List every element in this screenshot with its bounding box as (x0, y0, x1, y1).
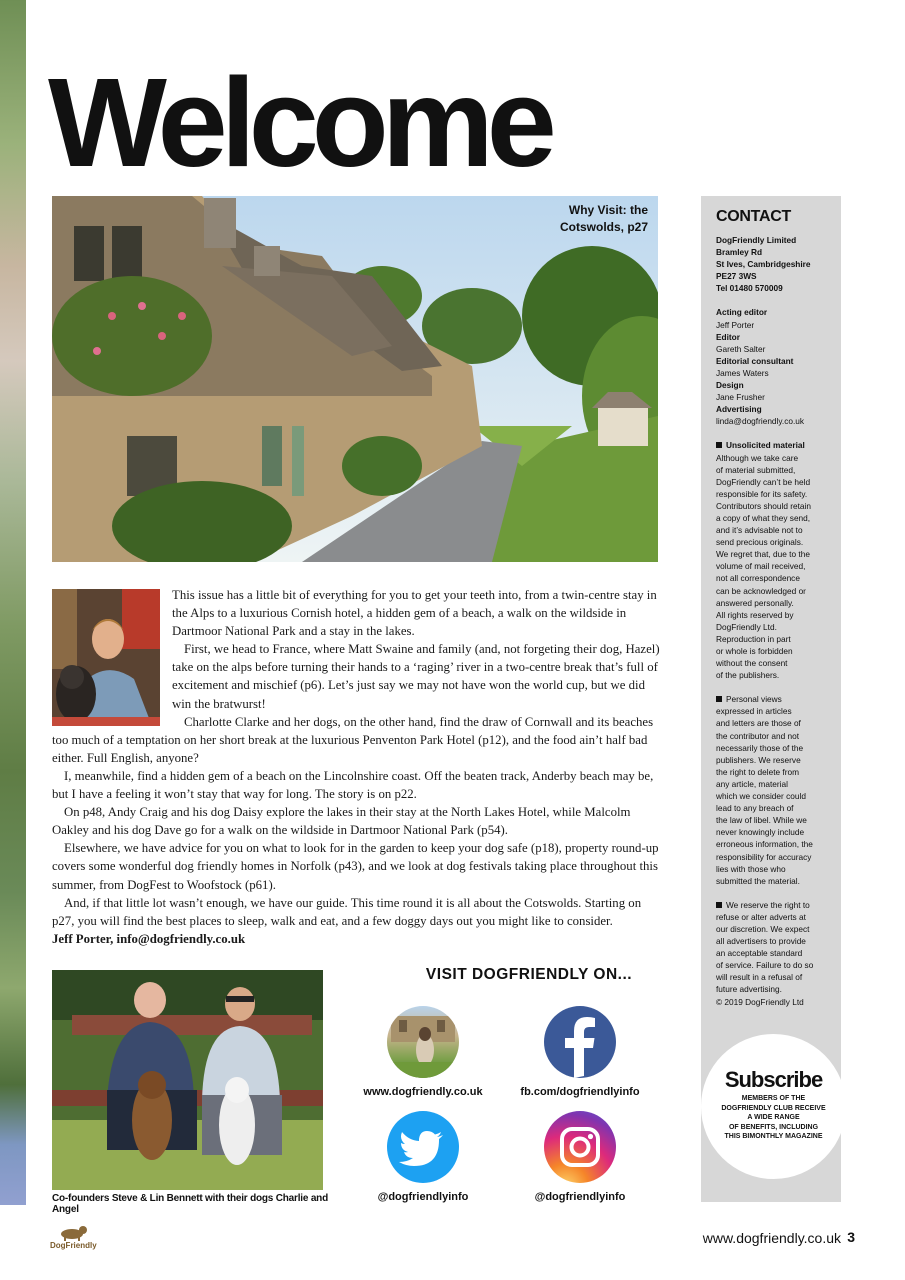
adverts-lines (716, 899, 827, 1008)
notice-line: not all correspondence (716, 573, 800, 584)
staff-role: Acting editor (716, 307, 768, 318)
notice-line: We regret that, due to the (716, 549, 810, 560)
bullet-square-icon (716, 902, 722, 908)
notice-line: a copy of what they send, (716, 512, 811, 523)
unsolicited-lines (716, 452, 827, 682)
dog-photo-icon (387, 1006, 459, 1078)
unsolicited-title: Unsolicited material (726, 440, 805, 451)
hero-caption (560, 202, 648, 236)
staff-role: Design (716, 380, 744, 391)
subscribe-line: THIS BIMONTHLY MAGAZINE (724, 1133, 823, 1140)
founders-photo-caption: Co-founders Steve & Lin Bennett with their dogs Charlie and Angel (52, 1193, 328, 1215)
instagram-link[interactable] (500, 1111, 660, 1203)
notice-line: all advertisers to provide (716, 936, 806, 947)
article-signoff: Jeff Porter, info@dogfriendly.co.uk (52, 931, 246, 946)
staff-role: Editorial consultant (716, 355, 794, 366)
facebook-link-label: fb.com/dogfriendlyinfo (520, 1086, 640, 1098)
address-line: Bramley Rd (716, 247, 763, 258)
notice-line: will result in a refusal of (716, 972, 803, 983)
article-paragraph: Elsewhere, we have advice for you on what to look for in the garden to keep your dog safe (p18), property round-up covers some wonderful dog friendly homes in Norfolk (p43), and we look at dog festivals taking place throughout this summer, from DogFest to Woofstock (p61). (52, 841, 659, 892)
subscribe-line: MEMBERS OF THE (741, 1095, 806, 1102)
notice-line: Reproduction in part (716, 633, 791, 644)
address-line: St Ives, Cambridgeshire (716, 259, 811, 270)
address-line: DogFriendly Limited (716, 235, 797, 245)
footer-url[interactable]: www.dogfriendly.co.uk (702, 1230, 841, 1246)
personal-views-notice (716, 693, 827, 887)
adverts-notice (716, 899, 827, 1008)
notice-line: DogFriendly Ltd. (716, 621, 777, 632)
notice-line: © 2019 DogFriendly Ltd (716, 996, 804, 1007)
staff-name: Gareth Salter (716, 343, 766, 354)
notice-line: answered personally. (716, 597, 794, 608)
notice-line: send precious originals. (716, 537, 804, 548)
dog-logo-icon (50, 1224, 110, 1242)
notice-line: the right to delete from (716, 766, 800, 777)
notice-line: or whole is forbidden (716, 646, 793, 656)
notice-line: necessarily those of the (716, 742, 804, 753)
advertising-email[interactable]: linda@dogfriendly.co.uk (716, 416, 805, 427)
views-lines (716, 693, 827, 887)
bullet-square-icon (716, 442, 722, 448)
notice-line: without the consent (716, 658, 788, 669)
hero-photo-cotswolds (52, 196, 658, 562)
staff-role: Advertising (716, 404, 762, 415)
notice-line: Although we take care (716, 452, 799, 463)
subscribe-badge[interactable] (701, 1034, 846, 1179)
notice-line: the law of libel. While we (716, 815, 807, 826)
notice-line: publishers. We reserve (716, 754, 801, 765)
notice-line: refuse or alter adverts at (716, 911, 806, 922)
notice-line: lies with those who (716, 863, 786, 874)
founders-with-dogs-illustration (52, 970, 323, 1190)
hero-caption-line-1: Why Visit: the (568, 203, 648, 217)
cotswolds-cottages-illustration (52, 196, 658, 562)
subscribe-text (701, 1094, 846, 1142)
twitter-link-label: @dogfriendlyinfo (377, 1191, 469, 1203)
notice-line: our discretion. We expect (716, 923, 810, 934)
instagram-icon (544, 1111, 616, 1183)
article-paragraph: First, we head to France, where Matt Swaine and family (and, not forgeting their dog, Hazel) take on the alps before turning their hands to a ‘raging’ river in a two-centre break that’s full of excitement and mischief (p6). Let’s just say we may not have won the world cup, but we did win the bratwurst! (172, 642, 660, 711)
notice-line: volume of mail received, (716, 561, 806, 572)
article-paragraph: Charlotte Clarke and her dogs, on the other hand, find the draw of Cornwall and its beaches too much of a temptation on her short break at the luxurious Penventon Park Hotel (p12), and the food ain’t half bad either. Full English, anyone? (52, 714, 654, 765)
page-title: Welcome (48, 52, 550, 193)
notice-line: of service. Failure to do so (716, 960, 814, 971)
notice-line: and it’s advisable not to (716, 525, 803, 536)
editorial-article (52, 586, 662, 948)
photo-wrap-spacer (52, 586, 172, 728)
instagram-link-label: @dogfriendlyinfo (534, 1191, 626, 1203)
unsolicited-material-notice (716, 439, 827, 681)
notice-line: the contributor and not (716, 730, 800, 741)
notice-line: Personal views (716, 693, 827, 705)
facebook-link[interactable] (500, 1006, 660, 1098)
staff-role: Editor (716, 331, 740, 342)
notice-line: submitted the material. (716, 875, 800, 886)
address-line: PE27 3WS (716, 271, 757, 282)
article-paragraph: On p48, Andy Craig and his dog Daisy explore the lakes in their stay at the North Lakes Hotel, while Malcolm Oakley and his dog Dave go for a walk on the wildside in Dartmoor National Park (p54). (52, 805, 631, 838)
left-garden-photo-strip (0, 0, 26, 1205)
notice-line: and letters are those of (716, 718, 801, 729)
article-paragraph: I, meanwhile, find a hidden gem of a beach on the Lincolnshire coast. Off the beaten track, Anderby beach may be, but I have a feeling it won’t stay that way for long. The story is on p22. (52, 768, 654, 802)
notice-line: erroneous information, the (716, 839, 813, 850)
staff-name: James Waters (716, 367, 769, 378)
notice-line: which we consider could (716, 791, 806, 802)
notice-line: never knowingly include (716, 827, 805, 838)
notice-line: responsibility for accuracy (716, 851, 812, 862)
dogfriendly-logo (50, 1224, 110, 1254)
page-number: 3 (847, 1229, 855, 1245)
notice-line: of material submitted, (716, 464, 796, 475)
notice-line: DogFriendly can’t be held (716, 476, 811, 487)
notice-line: an acceptable standard (716, 948, 803, 959)
article-paragraph: This issue has a little bit of everything for you to get your teeth into, from a twin-centre stay in the Alps to a luxurious Cornish hotel, a hidden gem of a beach, a walk on the wildside in Dartmoor National Park and a stay in the lakes. (172, 588, 657, 639)
website-link[interactable] (343, 1006, 503, 1098)
facebook-icon (544, 1006, 616, 1078)
notice-line: can be acknowledged or (716, 585, 806, 596)
notice-line: responsible for its safety. (716, 488, 808, 499)
staff-name: Jeff Porter (716, 319, 755, 330)
article-paragraph: And, if that little lot wasn’t enough, we have our guide. This time round it is all about the Cotswolds. Starting on p27, you will find the best places to sleep, walk and eat, and a few doggy days out you might like to consider. (52, 895, 642, 928)
staff-name: Jane Frusher (716, 392, 765, 403)
notice-line: of the publishers. (716, 670, 780, 681)
notice-line: future advertising. (716, 984, 782, 995)
address-line: Tel 01480 570009 (716, 283, 783, 294)
subscribe-line: OF BENEFITS, INCLUDING (728, 1123, 819, 1131)
contact-title: CONTACT (716, 208, 791, 225)
hero-caption-line-2: Cotswolds, p27 (559, 220, 648, 234)
visit-heading: VISIT DOGFRIENDLY ON... (425, 966, 633, 983)
twitter-icon (387, 1111, 459, 1183)
contact-address (716, 234, 827, 294)
staff-list (716, 306, 827, 427)
notice-line: lead to any breach of (716, 803, 794, 814)
subscribe-line: DOGFRIENDLY CLUB RECEIVE (721, 1104, 826, 1112)
logo-text: DogFriendly (50, 1241, 97, 1250)
notice-line: Contributors should retain (716, 500, 812, 511)
twitter-link[interactable] (343, 1111, 503, 1203)
notice-line: any article, material (716, 778, 788, 789)
notice-line: expressed in articles (716, 706, 792, 717)
subscribe-title: Subscribe (724, 1067, 823, 1092)
bullet-square-icon (716, 696, 722, 702)
website-link-label: www.dogfriendly.co.uk (363, 1086, 483, 1098)
notice-line: We reserve the right to (716, 899, 827, 911)
notice-line: All rights reserved by (716, 609, 794, 620)
founders-photo (52, 970, 323, 1190)
subscribe-line: A WIDE RANGE (747, 1114, 800, 1121)
